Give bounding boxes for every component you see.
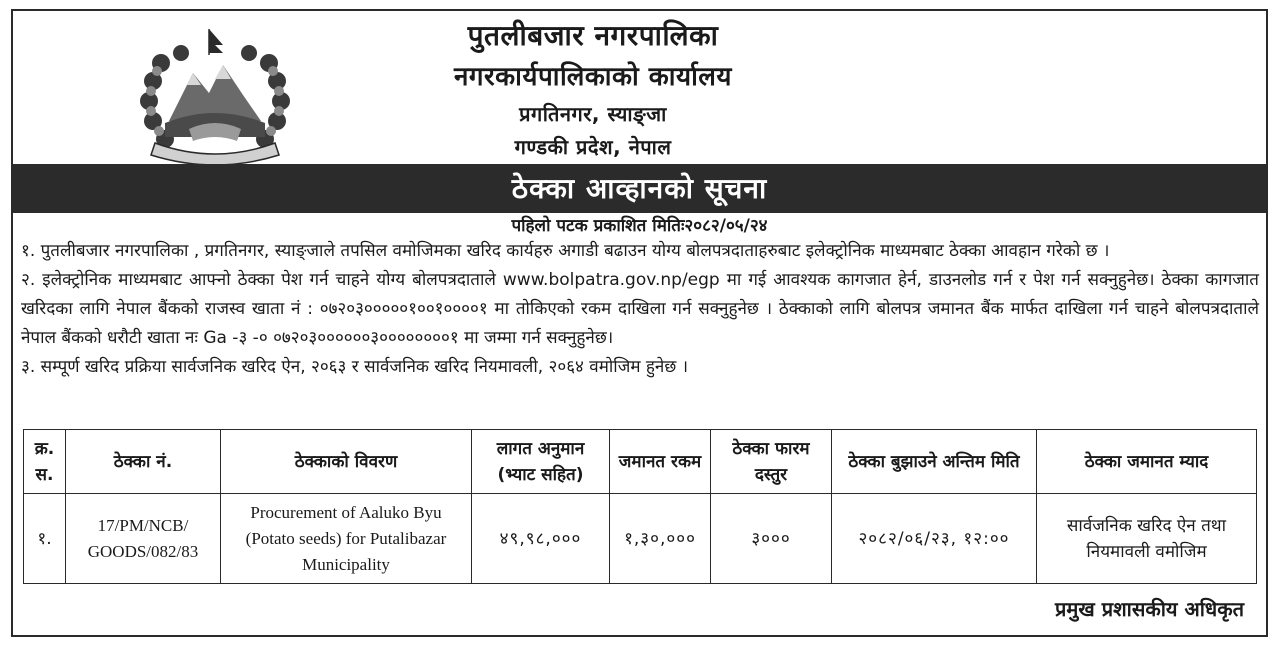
- notice-body: [21, 237, 1259, 382]
- column-header-deadline: ठेक्का बुझाउने अन्तिम मिति: [832, 430, 1037, 494]
- column-header-security: जमानत रकम: [610, 430, 711, 494]
- notice-title-banner: ठेक्का आव्हानको सूचना: [13, 164, 1266, 213]
- column-header-sn: क्र. स.: [24, 430, 66, 494]
- notice-frame: [11, 9, 1268, 637]
- office-address: प्रगतिनगर, स्याङ्जा: [519, 102, 667, 126]
- column-header-validity: ठेक्का जमानत म्याद: [1037, 430, 1257, 494]
- table-row: [24, 494, 1257, 584]
- notice-paragraph-3: ३. सम्पूर्ण खरिद प्रक्रिया सार्वजनिक खरिद ऐन, २०६३ र सार्वजनिक खरिद नियमावली, २०६४ वमोजिम हुनेछ ।: [21, 357, 689, 377]
- government-emblem-icon: [131, 25, 299, 171]
- cell-deadline: २०८२/०६/२३, १२:००: [832, 494, 1037, 584]
- cell-validity: सार्वजनिक खरिद ऐन तथा नियमावली वमोजिम: [1037, 494, 1257, 584]
- cell-description: Procurement of Aaluko Byu (Potato seeds) for Putalibazar Municipality: [221, 494, 472, 584]
- column-header-estimate: लागत अनुमान (भ्याट सहित): [472, 430, 610, 494]
- notice-paragraph-1: १. पुतलीबजार नगरपालिका , प्रगतिनगर, स्याङ्जाले तपसिल वमोजिमका खरिद कार्यहरु अगाडी बढाउन योग्य बोलपत्रदाताहरुबाट इलेक्ट्रोनिक माध्यमबाट ठेक्का आवहान गरेको छ ।: [21, 241, 1110, 261]
- signatory-title: प्रमुख प्रशासकीय अधिकृत: [1055, 597, 1244, 621]
- cell-tender-no: 17/PM/NCB/ GOODS/082/83: [66, 494, 221, 584]
- cell-form-fee: ३०००: [711, 494, 832, 584]
- notice-paragraph-2: २. इलेक्ट्रोनिक माध्यमबाट आफ्नो ठेक्का पेश गर्न चाहने योग्य बोलपत्रदाताले www.bolpatra.gov.np/egp मा गई आवश्यक कागजात हेर्न, डाउनलोड गर्न र पेश गर्न सक्नुहुनेछ। ठेक्का कागजात खरिदका लागि नेपाल बैंकको राजस्व खाता नं : ०७२०३०००००१००१००००१ मा तोकिएको रकम दाखिला गर्न सक्नुहुनेछ । ठेक्काको लागि बोलपत्र जमानत बैंक मार्फत दाखिला गर्न चाहने बोलपत्रदाताले नेपाल बैंकको धरौटी खाता नः Ga -३ -० ०७२०३००००००३००००००००१ मा जम्मा गर्न सक्नुहुनेछ।: [21, 270, 1259, 348]
- table-header-row: [24, 430, 1257, 494]
- column-header-description: ठेक्काको विवरण: [221, 430, 472, 494]
- publication-date: पहिलो पटक प्रकाशित मितिः२०८२/०५/२४: [511, 216, 768, 236]
- cell-sn: १.: [24, 494, 66, 584]
- column-header-form-fee: ठेक्का फारम दस्तुर: [711, 430, 832, 494]
- cell-security: १,३०,०००: [610, 494, 711, 584]
- office-header: [313, 15, 873, 163]
- column-header-tender-no: ठेक्का नं.: [66, 430, 221, 494]
- province-name: गण्डकी प्रदेश, नेपाल: [514, 135, 672, 159]
- office-name: नगरकार्यपालिकाको कार्यालय: [453, 62, 733, 92]
- tender-table: [23, 429, 1257, 584]
- cell-estimate: ४९,९८,०००: [472, 494, 610, 584]
- municipality-name: पुतलीबजार नगरपालिका: [467, 19, 719, 52]
